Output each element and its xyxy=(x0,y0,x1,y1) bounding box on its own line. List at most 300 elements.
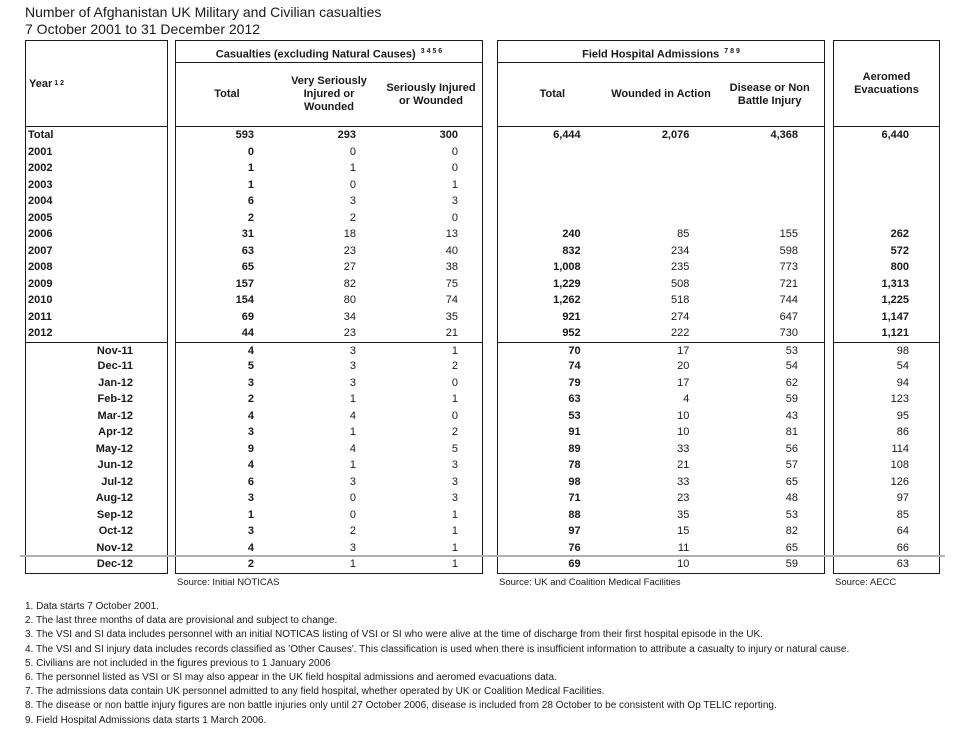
table-row xyxy=(834,424,939,441)
fh-total-cell: 78 xyxy=(568,459,581,471)
table-row xyxy=(176,457,482,474)
table-row xyxy=(498,391,824,408)
table-row xyxy=(834,325,939,342)
casualties-total-cell: 1 xyxy=(247,162,254,174)
dnbi-cell: 721 xyxy=(779,277,799,290)
si-cell: 3 xyxy=(451,475,458,488)
aeromed-cell xyxy=(834,160,939,177)
table-row xyxy=(498,160,824,177)
wia-cell: 17 xyxy=(677,376,690,389)
fh-total-cell: 71 xyxy=(568,492,581,504)
table-row xyxy=(498,276,824,293)
field-hospital-source: Source: UK and Coalition Medical Facilities xyxy=(499,577,681,588)
si-cell: 1 xyxy=(451,178,458,191)
table-row xyxy=(834,457,939,474)
year-cell: 2010 xyxy=(28,294,53,306)
table-row xyxy=(834,375,939,392)
footnote-line: 2. The last three months of data are provisional and subject to change. xyxy=(25,615,338,627)
aeromed-cell: 1,147 xyxy=(881,310,909,323)
year-cell: Dec-12 xyxy=(96,558,133,570)
fh-total-cell: 70 xyxy=(568,344,581,357)
casualties-total-cell: 2 xyxy=(247,393,254,405)
fh-total-cell: 53 xyxy=(568,409,581,422)
vsi-cell: 80 xyxy=(343,294,356,306)
table-row xyxy=(834,358,939,375)
table-row xyxy=(834,177,939,194)
fh-total-cell: 97 xyxy=(568,525,581,537)
aeromed-header: Aeromed Evacuations xyxy=(834,41,939,127)
si-cell: 38 xyxy=(445,261,458,273)
table-row xyxy=(498,342,824,359)
footnote-line: 7. The admissions data contain UK personnel admitted to any field hospital, whether operated by UK or Coalition Medical Facilities. xyxy=(25,686,605,698)
table-row xyxy=(834,540,939,557)
dnbi-cell: 53 xyxy=(785,508,799,521)
wia-cell: 11 xyxy=(677,541,690,554)
table-row xyxy=(834,490,939,507)
field-hospital-group-label: Field Hospital Admissions xyxy=(582,48,720,61)
wia-cell xyxy=(607,144,716,161)
vsi-cell: 4 xyxy=(349,409,356,422)
year-cell: 2006 xyxy=(28,228,53,240)
fh-total-cell: 952 xyxy=(562,327,581,339)
si-cell: 0 xyxy=(451,145,458,158)
dnbi-header: Disease or Non Battle Injury xyxy=(729,81,810,107)
casualties-total-cell: 4 xyxy=(247,344,254,357)
fh-total-cell: 63 xyxy=(568,393,581,405)
year-cell: Sep-12 xyxy=(96,508,133,521)
si-cell: 1 xyxy=(451,344,458,357)
table-row xyxy=(834,160,939,177)
footnote-line: 1. Data starts 7 October 2001. xyxy=(25,601,159,612)
aeromed-table xyxy=(833,40,940,574)
si-cell: 3 xyxy=(451,195,458,207)
table-row xyxy=(176,375,482,392)
table-row xyxy=(498,490,824,507)
table-row xyxy=(498,309,824,326)
fh-total-header: Total xyxy=(539,88,566,100)
casualties-total-cell: 6 xyxy=(247,475,254,488)
year-cell: 2008 xyxy=(28,261,53,273)
page-title: Number of Afghanistan UK Military and Civilian casualties xyxy=(25,4,382,20)
wia-cell: 33 xyxy=(677,475,690,488)
year-header-superscript: 1 2 xyxy=(54,80,64,87)
table-row xyxy=(498,540,824,557)
fh-total-cell: 832 xyxy=(562,244,581,257)
aeromed-cell: 1,313 xyxy=(881,277,909,290)
provisional-separator-line xyxy=(20,555,945,557)
year-cell: 2004 xyxy=(28,195,53,207)
year-cell: Feb-12 xyxy=(97,393,133,405)
table-row xyxy=(176,243,482,260)
vsi-cell: 82 xyxy=(343,277,356,290)
table-row xyxy=(176,441,482,458)
table-row xyxy=(834,144,939,161)
casualties-total-cell: 3 xyxy=(247,426,254,438)
year-column xyxy=(25,40,168,574)
field-hospital-group-superscript: 7 8 9 xyxy=(724,48,740,55)
dnbi-cell: 65 xyxy=(785,541,799,554)
table-row xyxy=(498,507,824,524)
aeromed-cell xyxy=(834,210,939,227)
table-row xyxy=(176,507,482,524)
table-row xyxy=(176,424,482,441)
year-cell: Apr-12 xyxy=(98,426,133,438)
casualties-total-cell: 3 xyxy=(247,376,254,389)
table-row xyxy=(498,210,824,227)
table-row xyxy=(176,193,482,210)
wia-cell xyxy=(607,160,716,177)
wia-cell xyxy=(607,177,716,194)
vsi-cell: 0 xyxy=(349,492,356,504)
table-row xyxy=(498,408,824,425)
table-row xyxy=(176,160,482,177)
wia-cell: 20 xyxy=(677,360,690,372)
table-row xyxy=(834,441,939,458)
dnbi-cell: 155 xyxy=(779,228,799,240)
table-row xyxy=(176,177,482,194)
footnote-line: 5. Civilians are not included in the figures previous to 1 January 2006 xyxy=(25,657,331,669)
dnbi-cell: 647 xyxy=(779,310,799,323)
vsi-cell: 1 xyxy=(349,558,356,570)
casualties-total-cell: 5 xyxy=(247,360,254,372)
casualties-total-cell: 6 xyxy=(247,195,254,207)
vsi-cell: 1 xyxy=(349,162,356,174)
aeromed-cell: 97 xyxy=(896,492,909,504)
si-cell: 3 xyxy=(451,459,458,471)
wia-cell: 10 xyxy=(677,409,690,422)
casualties-total-cell: 0 xyxy=(247,145,254,158)
aeromed-cell: 54 xyxy=(896,360,909,372)
casualties-total-cell: 2 xyxy=(247,558,254,570)
casualties-total-cell: 3 xyxy=(247,492,254,504)
dnbi-cell: 598 xyxy=(779,244,799,257)
table-row xyxy=(498,375,824,392)
table-row xyxy=(498,441,824,458)
vsi-cell: 0 xyxy=(349,178,356,191)
wia-cell: 234 xyxy=(670,244,690,257)
vsi-cell: 1 xyxy=(349,393,356,405)
dnbi-cell xyxy=(715,193,824,210)
table-row xyxy=(834,523,939,540)
year-cell: 2012 xyxy=(28,327,53,339)
aeromed-cell: 126 xyxy=(890,475,909,488)
table-row xyxy=(176,325,482,342)
table-row xyxy=(498,177,824,194)
aeromed-cell: 85 xyxy=(896,508,909,521)
table-row xyxy=(176,358,482,375)
dnbi-cell: 65 xyxy=(785,475,799,488)
casualties-total-cell: 1 xyxy=(247,178,254,191)
dnbi-cell: 54 xyxy=(785,360,799,372)
date-range-subtitle: 7 October 2001 to 31 December 2012 xyxy=(25,21,261,37)
table-row xyxy=(176,391,482,408)
table-row xyxy=(834,474,939,491)
wia-cell: 33 xyxy=(677,442,690,455)
aeromed-cell xyxy=(834,177,939,194)
casualties-table xyxy=(175,40,483,574)
fh-total-cell: 69 xyxy=(568,558,581,570)
table-row xyxy=(176,540,482,557)
fh-total-cell xyxy=(498,193,607,210)
casualties-total-cell: 1 xyxy=(247,508,254,521)
vsi-cell: 1 xyxy=(349,459,356,471)
table-row xyxy=(176,342,482,359)
table-row xyxy=(498,243,824,260)
year-cell: Oct-12 xyxy=(98,525,133,537)
table-row xyxy=(498,358,824,375)
si-cell: 1 xyxy=(451,508,458,521)
si-cell: 1 xyxy=(451,541,458,554)
si-cell: 0 xyxy=(451,376,458,389)
wia-cell: 2,076 xyxy=(661,129,690,141)
aeromed-cell: 108 xyxy=(890,459,909,471)
table-row xyxy=(498,325,824,342)
fh-total-cell: 98 xyxy=(568,475,581,488)
wia-cell xyxy=(607,210,716,227)
casualties-total-cell: 4 xyxy=(247,409,254,422)
fh-total-cell xyxy=(498,160,607,177)
wia-cell xyxy=(607,193,716,210)
year-cell: Jan-12 xyxy=(98,376,133,389)
vsi-header: Very Seriously Injured or Wounded xyxy=(291,75,367,113)
table-row xyxy=(176,276,482,293)
dnbi-cell: 62 xyxy=(785,376,799,389)
vsi-cell: 0 xyxy=(349,145,356,158)
vsi-cell: 1 xyxy=(349,426,356,438)
casualties-total-header: Total xyxy=(214,88,240,100)
table-row xyxy=(834,127,939,144)
dnbi-cell: 730 xyxy=(779,327,799,339)
dnbi-cell: 56 xyxy=(785,442,799,455)
aeromed-cell: 63 xyxy=(896,558,909,570)
fh-total-cell: 76 xyxy=(568,541,581,554)
year-cell: May-12 xyxy=(95,442,133,455)
si-cell: 40 xyxy=(445,244,458,257)
table-row xyxy=(834,226,939,243)
casualties-group-header xyxy=(176,41,482,63)
year-cell: 2011 xyxy=(28,310,52,323)
table-row xyxy=(834,276,939,293)
table-row xyxy=(498,474,824,491)
casualties-total-cell: 2 xyxy=(247,211,254,224)
year-cell: Mar-12 xyxy=(97,409,133,422)
casualties-total-cell: 154 xyxy=(235,294,254,306)
aeromed-cell: 95 xyxy=(896,409,909,422)
table-row xyxy=(834,391,939,408)
dnbi-cell: 82 xyxy=(785,525,799,537)
fh-total-cell: 921 xyxy=(562,310,581,323)
wia-cell: 35 xyxy=(677,508,690,521)
footnote-line: 3. The VSI and SI data includes personnel with an initial NOTICAS listing of VSI or SI who were alive at the time of discharge from their first hospital episode in the UK. xyxy=(25,629,763,641)
footnote-line: 9. Field Hospital Admissions data starts 1 March 2006. xyxy=(25,714,267,726)
fh-total-cell: 91 xyxy=(568,426,581,438)
field-hospital-subheader xyxy=(498,63,824,127)
vsi-cell: 3 xyxy=(349,376,356,389)
vsi-cell: 3 xyxy=(349,195,356,207)
table-row xyxy=(498,457,824,474)
table-row xyxy=(834,507,939,524)
aeromed-cell: 1,121 xyxy=(881,327,909,339)
table-row xyxy=(176,556,482,573)
si-cell: 0 xyxy=(451,162,458,174)
dnbi-cell: 53 xyxy=(785,344,799,357)
table-row xyxy=(834,309,939,326)
table-row xyxy=(834,193,939,210)
fh-total-cell: 1,229 xyxy=(553,277,581,290)
wia-header: Wounded in Action xyxy=(611,88,711,100)
vsi-cell: 18 xyxy=(343,228,356,240)
wia-cell: 23 xyxy=(677,492,690,504)
si-header: Seriously Injured or Wounded xyxy=(386,81,476,107)
casualties-total-cell: 9 xyxy=(247,442,254,455)
aeromed-cell: 6,440 xyxy=(881,129,909,141)
year-cell: Total xyxy=(28,129,54,141)
wia-cell: 10 xyxy=(677,558,690,570)
si-cell: 74 xyxy=(445,294,458,306)
vsi-cell: 3 xyxy=(349,344,356,357)
casualties-group-superscript: 3 4 5 6 xyxy=(420,48,443,55)
table-row xyxy=(176,490,482,507)
year-cell: Jun-12 xyxy=(97,459,133,471)
table-row xyxy=(834,556,939,573)
fh-total-cell xyxy=(498,177,607,194)
casualties-total-cell: 593 xyxy=(235,129,254,141)
dnbi-cell: 773 xyxy=(779,261,799,273)
table-row xyxy=(498,556,824,573)
fh-total-cell: 1,008 xyxy=(553,261,581,273)
si-cell: 0 xyxy=(451,211,458,224)
casualties-total-cell: 63 xyxy=(241,244,254,257)
table-row xyxy=(834,259,939,276)
aeromed-rows xyxy=(834,127,939,573)
wia-cell: 17 xyxy=(677,344,690,357)
dnbi-cell: 59 xyxy=(785,558,799,570)
fh-total-cell: 74 xyxy=(568,360,581,372)
si-cell: 3 xyxy=(451,492,458,504)
si-cell: 75 xyxy=(445,277,458,290)
year-cell: Dec-11 xyxy=(97,360,133,372)
wia-cell: 235 xyxy=(670,261,690,273)
dnbi-cell xyxy=(715,177,824,194)
si-cell: 2 xyxy=(451,360,458,372)
year-column-header xyxy=(26,41,167,127)
table-row xyxy=(498,259,824,276)
vsi-cell: 3 xyxy=(349,475,356,488)
table-row xyxy=(176,226,482,243)
wia-cell: 4 xyxy=(683,393,690,405)
table-row xyxy=(498,523,824,540)
casualties-total-cell: 69 xyxy=(241,310,254,323)
table-row xyxy=(498,127,824,144)
table-row xyxy=(176,144,482,161)
wia-cell: 222 xyxy=(670,327,690,339)
fh-total-cell xyxy=(498,210,607,227)
aeromed-cell: 800 xyxy=(890,261,909,273)
year-cell: Aug-12 xyxy=(95,492,133,504)
si-cell: 21 xyxy=(445,327,458,339)
field-hospital-table xyxy=(497,40,825,574)
fh-total-cell: 89 xyxy=(568,442,581,455)
table-row xyxy=(498,424,824,441)
vsi-cell: 2 xyxy=(349,525,356,537)
year-cell: Nov-11 xyxy=(26,342,167,359)
table-row xyxy=(176,210,482,227)
table-row xyxy=(176,292,482,309)
aeromed-cell: 64 xyxy=(896,525,909,537)
vsi-cell: 3 xyxy=(349,541,356,554)
aeromed-cell: 1,225 xyxy=(881,294,909,306)
casualties-rows xyxy=(176,127,482,573)
aeromed-cell xyxy=(834,193,939,210)
table-row xyxy=(834,210,939,227)
si-cell: 1 xyxy=(451,393,458,405)
footnote-line: 4. The VSI and SI injury data includes records classified as 'Other Causes'. This classification is used when there is insufficient information to attribute a casualty to injury or natural cause. xyxy=(25,643,850,655)
casualties-total-cell: 4 xyxy=(247,459,254,471)
wia-cell: 21 xyxy=(677,459,690,471)
table-row xyxy=(176,259,482,276)
vsi-cell: 23 xyxy=(343,327,356,339)
wia-cell: 85 xyxy=(677,228,690,240)
si-cell: 1 xyxy=(451,525,458,537)
dnbi-cell: 57 xyxy=(785,459,799,471)
fh-total-cell: 79 xyxy=(568,376,581,389)
fh-total-cell: 240 xyxy=(562,228,581,240)
dnbi-cell: 744 xyxy=(779,294,799,306)
aeromed-cell: 94 xyxy=(896,376,909,389)
table-row xyxy=(498,292,824,309)
table-row xyxy=(498,193,824,210)
vsi-cell: 2 xyxy=(349,211,356,224)
casualties-group-label: Casualties (excluding Natural Causes) xyxy=(215,48,416,61)
dnbi-cell xyxy=(715,144,824,161)
aeromed-cell: 123 xyxy=(890,393,909,405)
si-cell: 300 xyxy=(439,129,458,141)
aeromed-source: Source: AECC xyxy=(835,577,897,588)
casualties-total-cell: 4 xyxy=(247,541,254,554)
table-row xyxy=(498,144,824,161)
fh-total-cell xyxy=(498,144,607,161)
dnbi-cell xyxy=(715,160,824,177)
si-cell: 0 xyxy=(451,409,458,422)
aeromed-cell xyxy=(834,144,939,161)
casualties-total-cell: 157 xyxy=(235,277,254,290)
fh-total-cell: 6,444 xyxy=(553,129,581,141)
dnbi-cell xyxy=(715,210,824,227)
table-row xyxy=(176,474,482,491)
year-cell: Nov-12 xyxy=(96,541,133,554)
fh-total-cell: 88 xyxy=(568,508,581,521)
si-cell: 1 xyxy=(451,558,458,570)
vsi-cell: 293 xyxy=(337,129,356,141)
wia-cell: 15 xyxy=(677,525,690,537)
year-header-label: Year xyxy=(29,77,53,90)
table-row xyxy=(834,292,939,309)
vsi-cell: 27 xyxy=(343,261,356,273)
wia-cell: 274 xyxy=(670,310,690,323)
year-cell: 2003 xyxy=(28,178,53,191)
wia-cell: 508 xyxy=(670,277,690,290)
casualties-subheader xyxy=(176,63,482,127)
field-hospital-group-header xyxy=(498,41,824,63)
vsi-cell: 3 xyxy=(349,360,356,372)
table-row xyxy=(176,309,482,326)
wia-cell: 518 xyxy=(670,294,690,306)
si-cell: 35 xyxy=(445,310,458,323)
year-cell: Jul-12 xyxy=(101,475,133,488)
vsi-cell: 4 xyxy=(349,442,356,455)
aeromed-cell: 572 xyxy=(890,244,909,257)
wia-cell: 10 xyxy=(677,426,690,438)
